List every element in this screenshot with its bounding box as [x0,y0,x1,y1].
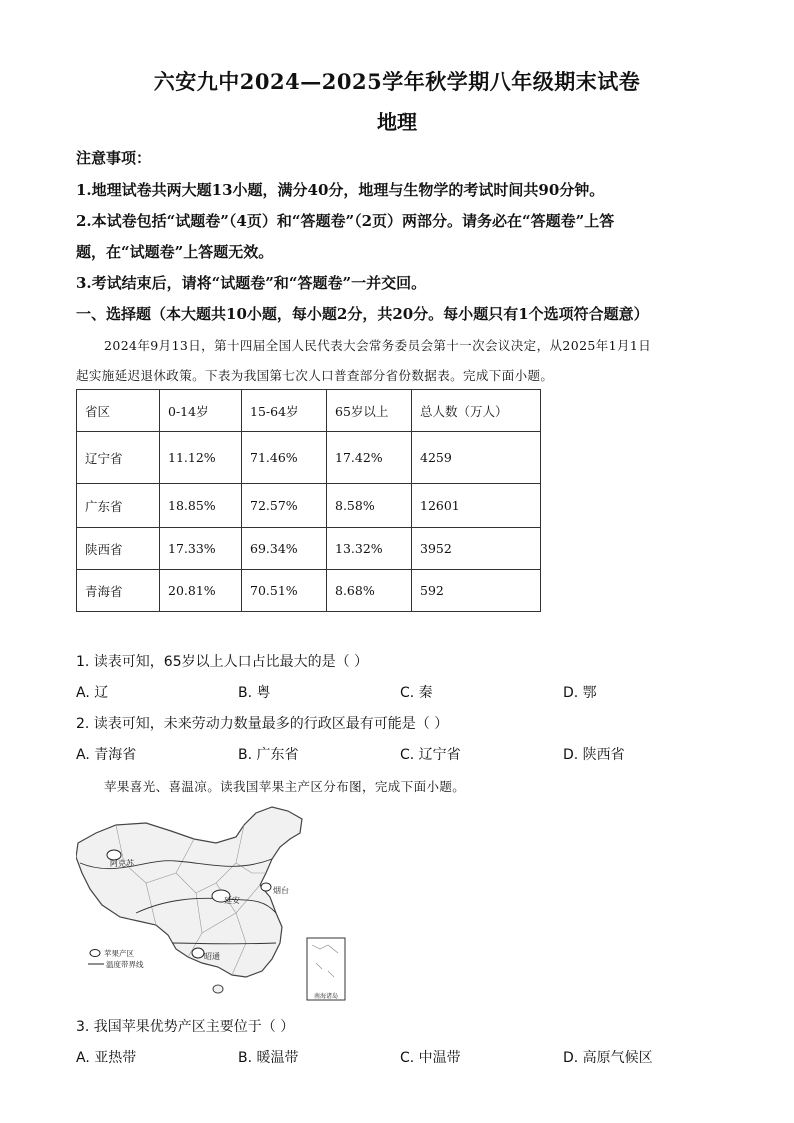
notice-item-2-cont: 题，在“试题卷”上答题无效。 [76,243,274,261]
table-cell: 13.32% [327,528,412,570]
table-cell: 11.12% [160,432,242,484]
question-3-option-a[interactable]: A. 亚热带 [76,1050,137,1066]
table-cell: 12601 [412,484,541,528]
table-header-cell: 15-64岁 [242,390,327,432]
table-cell: 8.58% [327,484,412,528]
question-2-option-c[interactable]: C. 辽宁省 [400,747,461,763]
section1-heading: 一、选择题（本大题共10小题，每小题2分，共20分。每小题只有1个选项符合题意） [76,305,649,323]
table-header-cell: 总人数（万人） [412,390,541,432]
question-1-option-c[interactable]: C. 秦 [400,685,433,701]
passage-line-1: 2024年9月13日，第十四届全国人民代表大会常务委员会第十一次会议决定，从2025年1月1日 [104,338,652,353]
table-header-row [77,390,541,432]
table-cell: 辽宁省 [77,432,160,484]
question-3-option-d[interactable]: D. 高原气候区 [563,1050,653,1066]
table-cell: 陕西省 [77,528,160,570]
question-2-stem: 2. 读表可知，未来劳动力数量最多的行政区最有可能是（ ） [76,716,449,732]
question-2-option-b[interactable]: B. 广东省 [238,747,299,763]
question-1-option-b[interactable]: B. 粤 [238,685,271,701]
table-cell: 70.51% [242,570,327,612]
hainan-island [213,985,223,993]
question-3-option-c[interactable]: C. 中温带 [400,1050,461,1066]
exam-subject: 地理 [377,110,417,134]
notice-item-2: 2.本试卷包括“试题卷”（4页）和“答题卷”（2页）两部分。请务必在“答题卷”上答 [76,212,615,230]
label-yantai: 烟台 [273,886,289,895]
legend-apple-region: 苹果产区 [104,949,134,958]
label-zhaotong: 昭通 [204,952,220,961]
table-cell: 3952 [412,528,541,570]
table-cell: 4259 [412,432,541,484]
table-cell: 广东省 [77,484,160,528]
question-3-option-b[interactable]: B. 暖温带 [238,1050,299,1066]
table-cell: 592 [412,570,541,612]
table-cell: 71.46% [242,432,327,484]
table-header-cell: 省区 [77,390,160,432]
table-cell: 8.68% [327,570,412,612]
question-2-option-d[interactable]: D. 陕西省 [563,747,625,763]
south-china-sea-inset [307,938,345,1000]
question-3-stem: 3. 我国苹果优势产区主要位于（ ） [76,1019,295,1035]
table-header-cell: 0-14岁 [160,390,242,432]
apple-region-yantai [261,883,271,891]
table-cell: 18.85% [160,484,242,528]
table-cell: 69.34% [242,528,327,570]
table-row [77,432,541,484]
apple-region-zhaotong [192,948,204,958]
inset-label: 南海诸岛 [313,993,339,1000]
apple-region-map [76,803,348,1008]
exam-title: 六安九中2024—2025学年秋学期八年级期末试卷 [153,69,641,94]
label-aksu: 阿克苏 [110,859,134,868]
table-cell: 20.81% [160,570,242,612]
question-2-option-a[interactable]: A. 青海省 [76,747,137,763]
notice-item-3: 3.考试结束后，请将“试题卷”和“答题卷”一并交回。 [76,274,427,292]
notice-heading: 注意事项： [76,149,152,167]
passage-line-2: 起实施延迟退休政策。下表为我国第七次人口普查部分省份数据表。完成下面小题。 [76,368,554,383]
question-1-option-a[interactable]: A. 辽 [76,685,109,701]
table-row [77,570,541,612]
table-row [77,484,541,528]
table-header-cell: 65岁以上 [327,390,412,432]
label-yanan: 延安 [224,896,240,905]
table-cell: 17.42% [327,432,412,484]
question-1-stem: 1. 读表可知，65岁以上人口占比最大的是（ ） [76,654,369,670]
legend-boundary-line: 温度带界线 [106,960,144,969]
question-1-option-d[interactable]: D. 鄂 [563,685,597,701]
table-cell: 青海省 [77,570,160,612]
notice-item-1: 1.地理试卷共两大题13小题，满分40分，地理与生物学的考试时间共90分钟。 [76,181,605,199]
population-table [76,389,541,612]
table-row [77,528,541,570]
table-cell: 17.33% [160,528,242,570]
table-cell: 72.57% [242,484,327,528]
legend-apple-region-symbol [90,950,100,957]
passage-2: 苹果喜光、喜温凉。读我国苹果主产区分布图，完成下面小题。 [104,779,466,794]
